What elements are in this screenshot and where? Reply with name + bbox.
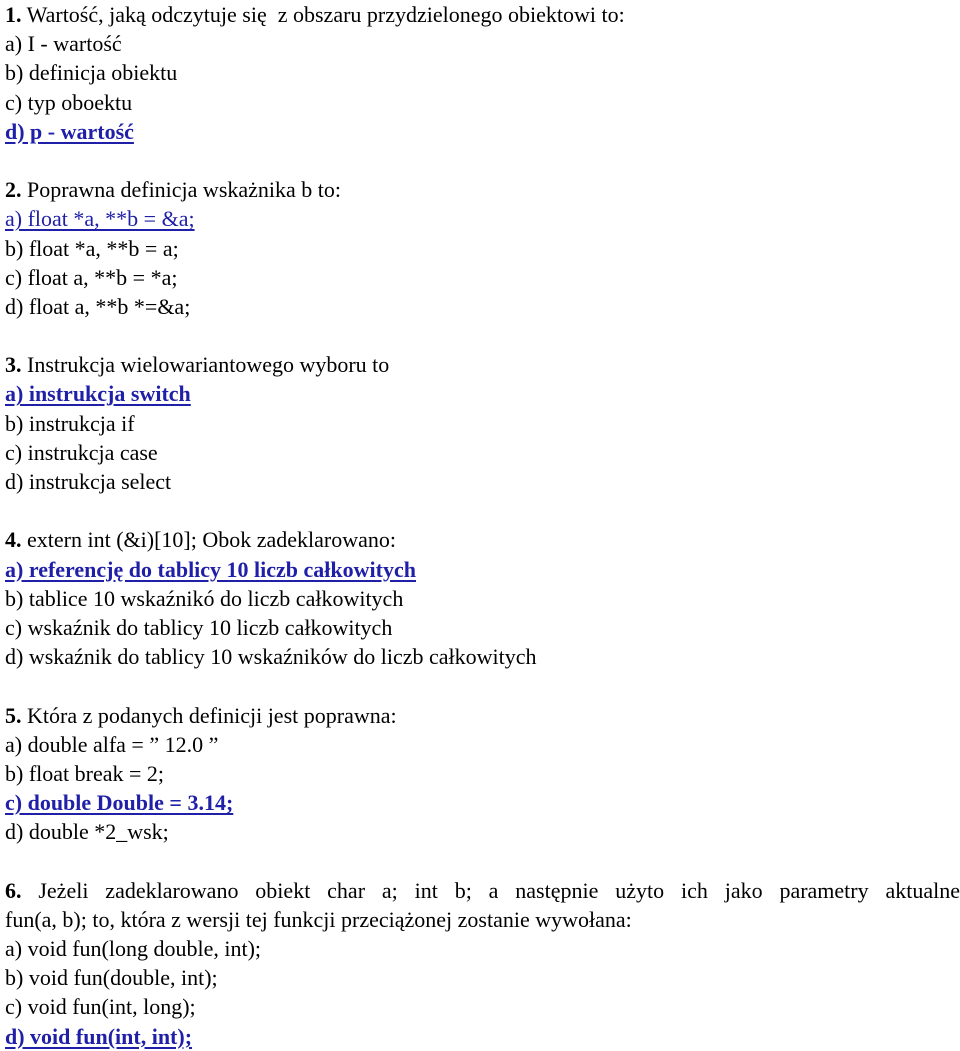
- question-5: [5, 701, 960, 730]
- question-text: Poprawna definicja wskażnika b to:: [22, 177, 342, 202]
- answer-option: b) void fun(double, int);: [5, 963, 960, 992]
- correct-answer-option: a) float *a, **b = &a;: [5, 206, 195, 231]
- answer-option: b) float *a, **b = a;: [5, 234, 960, 263]
- answer-option: b) definicja obiektu: [5, 58, 960, 87]
- answer-option: c) float a, **b = *a;: [5, 263, 960, 292]
- question-1: [5, 0, 960, 29]
- question-number: 6.: [5, 878, 22, 903]
- answer-option: a) double alfa = ” 12.0 ”: [5, 730, 960, 759]
- answer-option: c) instrukcja case: [5, 438, 960, 467]
- question-number: 2.: [5, 177, 22, 202]
- spacer: [5, 321, 960, 350]
- answer-option: a) I - wartość: [5, 29, 960, 58]
- answer-option: d) instrukcja select: [5, 467, 960, 496]
- question-text: Wartość, jaką odczytuje się z obszaru przydzielonego obiektowi to:: [22, 2, 625, 27]
- correct-answer-option: d) p - wartość: [5, 119, 134, 144]
- answer-option: d) float a, **b *=&a;: [5, 292, 960, 321]
- answer-option: b) tablice 10 wskaźnikó do liczb całkowitych: [5, 584, 960, 613]
- answer-option: c) typ oboektu: [5, 88, 960, 117]
- answer-option: b) float break = 2;: [5, 759, 960, 788]
- question-2: [5, 175, 960, 204]
- answer-option: c) wskaźnik do tablicy 10 liczb całkowitych: [5, 613, 960, 642]
- correct-answer-option: a) referencję do tablicy 10 liczb całkowitych: [5, 557, 416, 582]
- question-3: [5, 350, 960, 379]
- question-text: extern int (&i)[10]; Obok zadeklarowano:: [22, 527, 396, 552]
- question-4: [5, 525, 960, 554]
- correct-answer-option: c) double Double = 3.14;: [5, 790, 233, 815]
- question-6: [5, 876, 960, 905]
- answer-option: c) void fun(int, long);: [5, 992, 960, 1021]
- spacer: [5, 146, 960, 175]
- question-text: Instrukcja wielowariantowego wyboru to: [22, 352, 390, 377]
- spacer: [5, 846, 960, 875]
- question-number: 4.: [5, 527, 22, 552]
- question-text: Jeżeli zadeklarowano obiekt char a; int b; a następnie użyto ich jako parametry aktualne: [22, 878, 960, 903]
- question-number: 5.: [5, 703, 22, 728]
- spacer: [5, 496, 960, 525]
- answer-option: a) void fun(long double, int);: [5, 934, 960, 963]
- answer-option: d) wskaźnik do tablicy 10 wskaźników do liczb całkowitych: [5, 642, 960, 671]
- quiz-document: [5, 0, 960, 1051]
- answer-option: b) instrukcja if: [5, 409, 960, 438]
- question-text: Która z podanych definicji jest poprawna:: [22, 703, 397, 728]
- question-text-continued: fun(a, b); to, która z wersji tej funkcji przeciążonej zostanie wywołana:: [5, 905, 960, 934]
- answer-option: d) double *2_wsk;: [5, 817, 960, 846]
- question-number: 3.: [5, 352, 22, 377]
- correct-answer-option: d) void fun(int, int);: [5, 1024, 192, 1049]
- correct-answer-option: a) instrukcja switch: [5, 381, 191, 406]
- spacer: [5, 671, 960, 700]
- question-number: 1.: [5, 2, 22, 27]
